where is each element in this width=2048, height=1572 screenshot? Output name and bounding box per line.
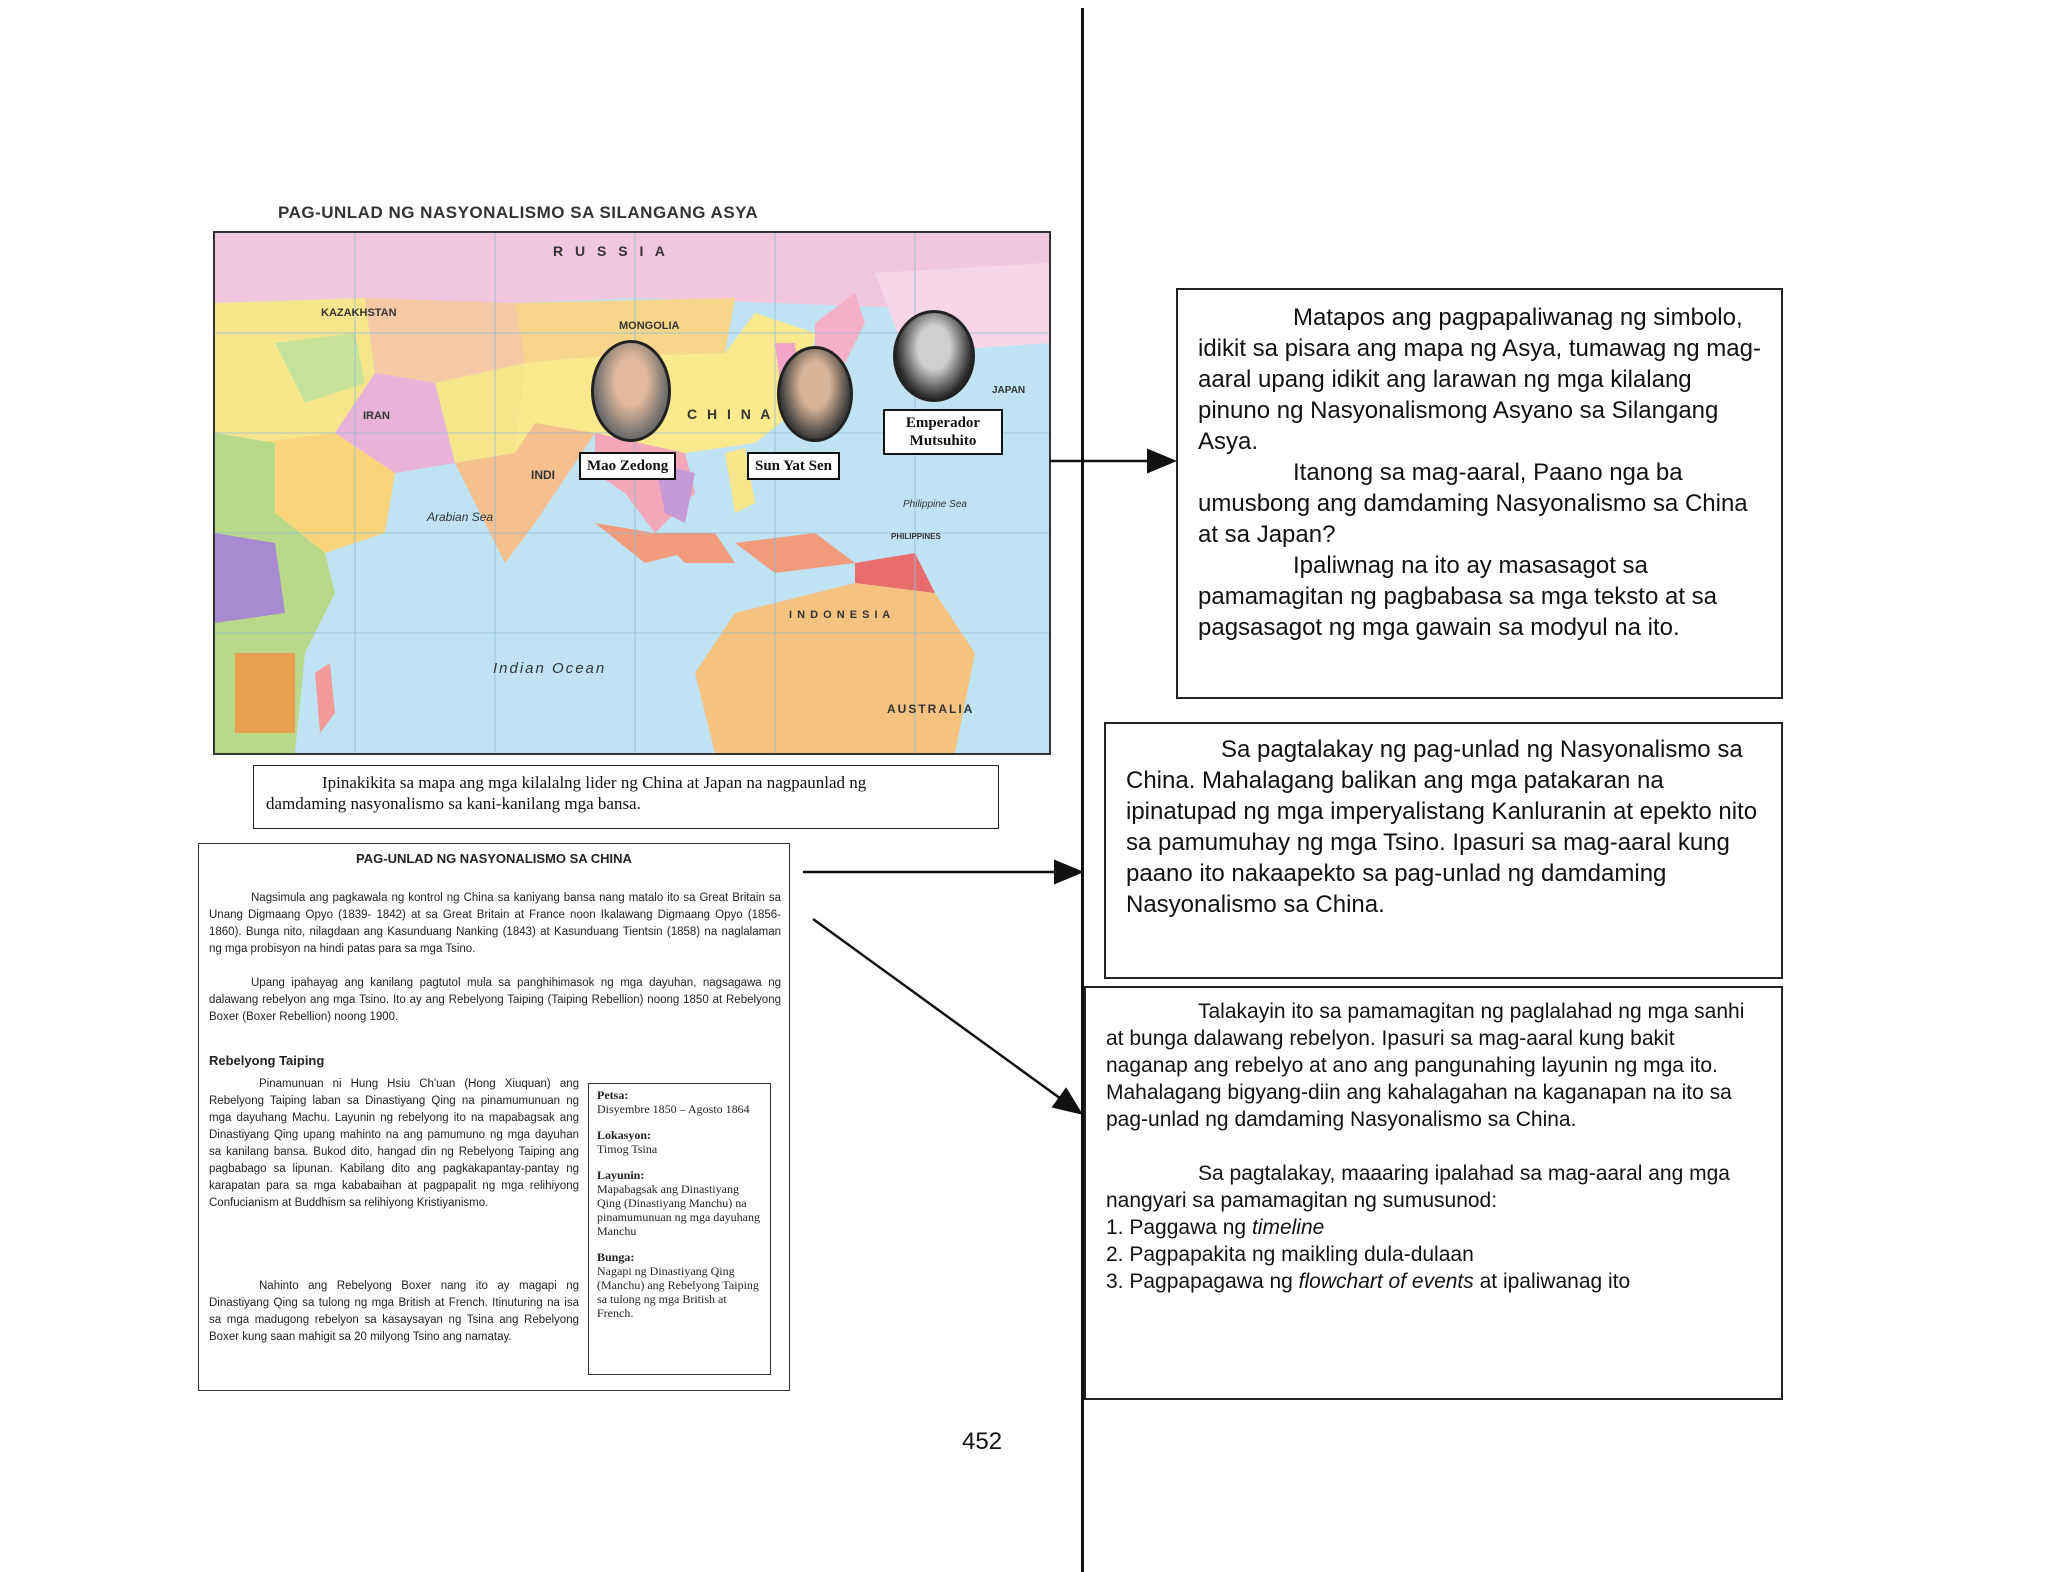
map-label-philippine-sea: Philippine Sea [903, 499, 967, 510]
doc-paragraph-1: Nagsimula ang pagkawala ng kontrol ng China sa kaniyang bansa nang matalo ito sa Great Britain sa Unang Digmaang Opyo (1839- 1842) at sa Great Britain at France noon Ikalawang Digmaang Opyo (1856-1860). Bunga nito, nilagdaan ang Kasunduang Nanking (1843) at Kasunduang Tientsin (1858) na naglalaman ng mga probisyon na hindi patas para sa mga Tsino. [209, 892, 781, 955]
box1-paragraph-1: Matapos ang pagpapaliwanag ng simbolo, idikit sa pisara ang mapa ng Asya, tumawag ng mag-aaral upang idikit ang larawan ng mga kilalang pinuno ng Nasyonalismong Asyano sa Silangang Asya. [1198, 304, 1761, 455]
info-petsa-label: Petsa: [597, 1088, 629, 1102]
box3-item-1: 1. Paggawa ng timeline [1106, 1216, 1325, 1239]
doc-paragraph-3: Pinamunuan ni Hung Hsiu Ch'uan (Hong Xiuquan) ang Rebelyong Taiping laban sa Dinastiyang Qing na pinamumunuan ng mga dayuhang Machu. Layunin ng rebelyong ito na mapabagsak ang Dinastiyang Qing upang mahinto na ang pamumuno ng mga dayuhan sa kanilang bansa. Bukod dito, hangad din ng Rebelyong Taiping ang pagbabago sa lipunan. Kabilang dito ang pagkakapantay-pantay ng karapatan para sa mga kababaihan at pagpapalit ng mga relihiyong Confucianism at Buddhism sa relihiyong Kristiyanismo. [209, 1078, 579, 1209]
info-petsa-value: Disyembre 1850 – Agosto 1864 [597, 1102, 750, 1116]
mao-zedong-portrait [591, 340, 671, 442]
info-bunga-label: Bunga: [597, 1250, 635, 1264]
doc-subtitle: Rebelyong Taiping [209, 1053, 325, 1068]
map-label-australia: AUSTRALIA [887, 702, 975, 716]
emperor-mutsuhito-portrait [893, 310, 975, 402]
info-layunin-value: Mapabagsak ang Dinastiyang Qing (Dinastiyang Manchu) na pinamumunuan ng mga dayuhang Manchu [597, 1182, 760, 1238]
info-layunin-label: Layunin: [597, 1168, 645, 1182]
page-number: 452 [962, 1428, 1003, 1455]
map-caption-line1: Ipinakikita sa mapa ang mga kilalalng lider ng China at Japan na nagpaunlad ng [322, 773, 867, 792]
box3-paragraph-1: Talakayin ito sa pamamagitan ng paglalahad ng mga sanhi at bunga dalawang rebelyon. Ipasuri sa mag-aaral kung bakit naganap ang rebelyo at ano ang pangunahing layunin ng mga ito. Mahalagang bigyang-diin ang kahalagahan na kaganapan na ito sa pag-unlad ng damdaming Nasyonalismo sa China. [1106, 1000, 1745, 1131]
map-caption-line2: damdaming nasyonalismo sa kani-kanilang mga bansa. [266, 794, 641, 813]
label-mutsuhito-line2: Mutsuhito [909, 433, 977, 449]
doc-title: PAG-UNLAD NG NASYONALISMO SA CHINA [356, 851, 632, 866]
doc-paragraph-2: Upang ipahayag ang kanilang pagtutol mula sa panghihimasok ng mga dayuhan, nagsagawa ng dalawang rebelyon ang mga Tsino. Ito ay ang Rebelyong Taiping (Taiping Rebellion) noong 1850 at Rebelyong Boxer (Boxer Rebellion) noong 1900. [209, 977, 781, 1023]
map-label-arabian-sea: Arabian Sea [427, 510, 494, 524]
map-label-indian-ocean: Indian Ocean [493, 660, 607, 677]
label-sun-yat-sen: Sun Yat Sen [747, 452, 840, 480]
china-nationalism-document [198, 843, 790, 1391]
sun-yat-sen-portrait [777, 346, 853, 442]
info-lokasyon-value: Timog Tsina [597, 1142, 658, 1156]
instruction-box-2 [1104, 722, 1783, 979]
map-label-iran: IRAN [363, 410, 390, 422]
box2-paragraph: Sa pagtalakay ng pag-unlad ng Nasyonalismo sa China. Mahalagang balikan ang mga patakaran na ipinatupad ng mga imperyalistang Kanluranin at epekto nito sa pamumuhay ng mga Tsino. Ipasuri sa mag-aaral kung paano ito nakaapekto sa pag-unlad ng damdaming Nasyonalismo sa China. [1126, 736, 1758, 918]
map-label-mongolia: MONGOLIA [619, 320, 680, 332]
instruction-box-3 [1084, 986, 1783, 1400]
instruction-box-1 [1176, 288, 1783, 699]
map-label-philippines: PHILIPPINES [891, 532, 941, 541]
box1-paragraph-3: Ipaliwnag na ito ay masasagot sa pamamagitan ng pagbabasa sa mga teksto at sa pagsasagot ng mga gawain sa modyul na ito. [1198, 552, 1717, 641]
arrow-doc-to-box3 [813, 919, 1079, 1112]
taiping-info-box [588, 1083, 771, 1375]
box1-paragraph-2: Itanong sa mag-aaral, Paano nga ba umusbong ang damdaming Nasyonalismo sa China at sa Japan? [1198, 459, 1748, 548]
map-label-india: INDI [531, 468, 555, 482]
box3-item-3: 3. Pagpapagawa ng flowchart of events at ipaliwanag ito [1106, 1270, 1631, 1293]
label-mao-zedong: Mao Zedong [579, 452, 676, 480]
map-label-china: C H I N A [687, 406, 774, 422]
box3-item-2: 2. Pagpapakita ng maikling dula-dulaan [1106, 1243, 1474, 1266]
asia-map [213, 231, 1051, 755]
box3-paragraph-2: Sa pagtalakay, maaaring ipalahad sa mag-aaral ang mga nangyari sa pamamagitan ng sumusunod: [1106, 1162, 1730, 1212]
map-title: PAG-UNLAD NG NASYONALISMO SA SILANGANG ASYA [278, 203, 759, 222]
info-bunga-value: Nagapi ng Dinastiyang Qing (Manchu) ang Rebelyong Taiping sa tulong ng mga British at French. [597, 1264, 759, 1320]
map-label-kazakhstan: KAZAKHSTAN [321, 307, 397, 319]
info-lokasyon-label: Lokasyon: [597, 1128, 652, 1142]
map-caption [253, 765, 999, 829]
label-mutsuhito-line1: Emperador [905, 415, 981, 431]
map-label-japan: JAPAN [992, 385, 1026, 396]
map-label-russia: R U S S I A [553, 243, 669, 259]
map-label-indonesia: I N D O N E S I A [789, 609, 892, 621]
label-emperor-mutsuhito [883, 409, 1003, 455]
doc-paragraph-4: Nahinto ang Rebelyong Boxer nang ito ay magapi ng Dinastiyang Qing sa tulong ng mga British at French. Itinuturing na isa sa mga madugong rebelyon sa kasaysayan ng Tsina ang Rebelyong Boxer kung saan mahigit sa 20 milyong Tsino ang namatay. [209, 1280, 579, 1343]
